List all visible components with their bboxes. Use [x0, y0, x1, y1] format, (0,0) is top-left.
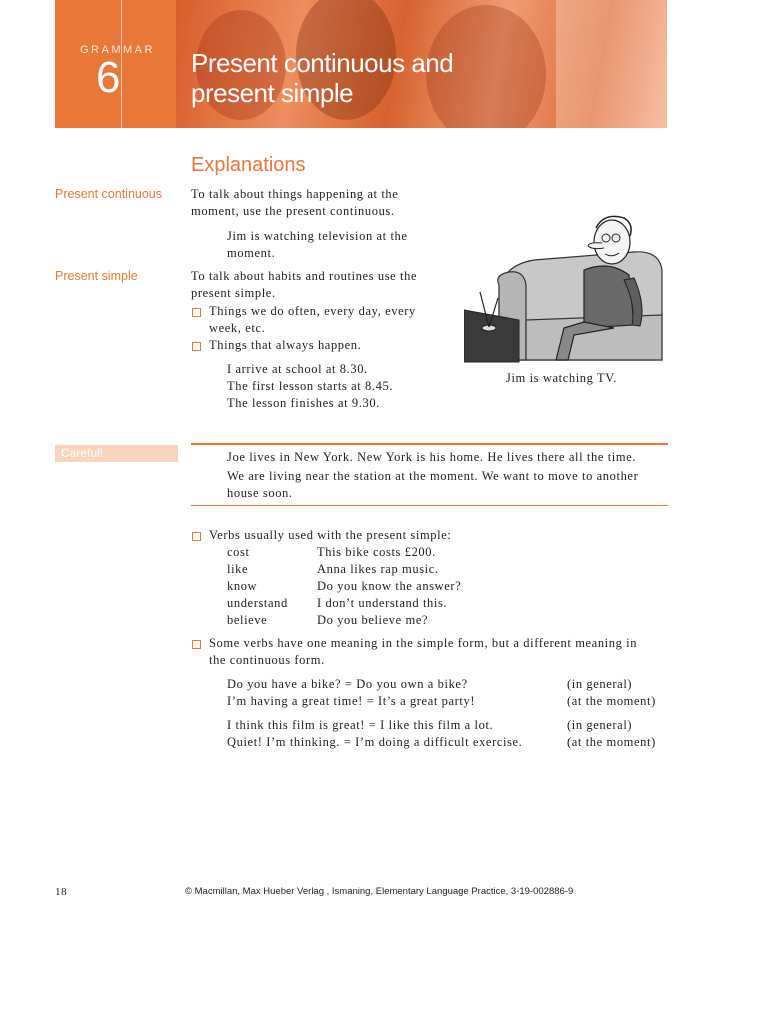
illustration-caption: Jim is watching TV.: [506, 371, 617, 385]
page-title: [191, 48, 511, 108]
verb-cell: believe: [227, 613, 268, 627]
square-bullet-icon: [192, 308, 201, 317]
example-line: Jim is watching television at the: [227, 229, 408, 243]
text-line: present simple.: [191, 286, 276, 300]
example-cell: Anna likes rap music.: [317, 562, 439, 576]
verbs-section: [191, 527, 661, 544]
verb-row: [227, 612, 527, 629]
meaning-section: [191, 635, 661, 669]
bullet-text: week, etc.: [209, 321, 266, 335]
title-line: present simple: [191, 78, 354, 108]
note-cell: (at the moment): [567, 735, 656, 749]
section-heading: Explanations: [191, 154, 306, 176]
example-line: I arrive at school at 8.30.: [227, 362, 368, 376]
square-bullet-icon: [192, 640, 201, 649]
present-continuous-text: [191, 186, 451, 220]
meaning-table: [227, 676, 667, 751]
verb-row: [227, 578, 527, 595]
verb-row: [227, 595, 527, 612]
bullet-item: [191, 527, 661, 544]
text-line: moment, use the present continuous.: [191, 204, 395, 218]
bullet-text: Things that always happen.: [209, 338, 362, 352]
bullet-item: [191, 635, 661, 669]
verb-row: [227, 561, 527, 578]
meaning-row: [227, 693, 667, 710]
careful-line: We are living near the station at the moment. We want to move to another: [227, 469, 639, 483]
verb-cell: know: [227, 579, 258, 593]
meaning-row: [227, 676, 667, 693]
square-bullet-icon: [192, 532, 201, 541]
careful-text: [227, 449, 667, 502]
bullet-text: Things we do often, every day, every: [209, 304, 416, 318]
present-continuous-label: Present continuous: [55, 187, 163, 201]
meaning-row: [227, 717, 667, 734]
unit-number: 6: [96, 53, 121, 102]
bullet-text: Some verbs have one meaning in the simple form, but a different meaning in: [209, 636, 638, 650]
careful-bottom-rule: [191, 505, 668, 506]
sentence-cell: I’m having a great time! = It’s a great party!: [227, 694, 476, 708]
verb-cell: understand: [227, 596, 288, 610]
bullet-text: the continuous form.: [209, 653, 325, 667]
example-cell: Do you believe me?: [317, 613, 429, 627]
grammar-label: GRAMMAR: [80, 44, 155, 56]
careful-label: Careful!: [61, 446, 104, 460]
header-divider: [121, 0, 122, 128]
present-simple-examples: [227, 361, 457, 412]
example-cell: Do you know the answer?: [317, 579, 462, 593]
square-bullet-icon: [192, 342, 201, 351]
present-simple-text: [191, 268, 461, 302]
jim-watching-tv-illustration: [464, 210, 664, 366]
note-cell: (at the moment): [567, 694, 656, 708]
meaning-row: [227, 734, 667, 751]
sentence-cell: I think this film is great! = I like this film a lot.: [227, 718, 494, 732]
careful-line: Joe lives in New York. New York is his home. He lives there all the time.: [227, 450, 637, 464]
sentence-cell: Quiet! I’m thinking. = I’m doing a difficult exercise.: [227, 735, 523, 749]
text-line: To talk about things happening at the: [191, 187, 399, 201]
sentence-cell: Do you have a bike? = Do you own a bike?: [227, 677, 468, 691]
example-line: moment.: [227, 246, 276, 260]
verbs-table: [227, 544, 527, 629]
man-head: [594, 220, 630, 264]
copyright-line: © Macmillan, Max Hueber Verlag , Ismaning, Elementary Language Practice, 3-19-002886-9: [185, 886, 574, 897]
page-number: 18: [55, 886, 68, 898]
example-cell: This bike costs £200.: [317, 545, 436, 559]
photo-sheet-music: [556, 0, 667, 128]
example-line: The lesson finishes at 9.30.: [227, 396, 380, 410]
bullet-text: Verbs usually used with the present simple:: [209, 528, 452, 542]
careful-line: house soon.: [227, 486, 293, 500]
careful-top-rule: [191, 443, 668, 445]
present-continuous-example: [227, 228, 447, 262]
example-cell: I don’t understand this.: [317, 596, 448, 610]
man-torso: [584, 266, 634, 328]
note-cell: (in general): [567, 718, 633, 732]
bullet-item: [191, 337, 461, 354]
verb-row: [227, 544, 527, 561]
title-line: Present continuous and: [191, 48, 454, 78]
verb-cell: like: [227, 562, 249, 576]
bullet-item: [191, 303, 461, 337]
example-line: The first lesson starts at 8.45.: [227, 379, 394, 393]
man-nose: [588, 243, 604, 249]
text-line: To talk about habits and routines use the: [191, 269, 418, 283]
present-simple-bullets: [191, 303, 461, 354]
note-cell: (in general): [567, 677, 633, 691]
present-simple-label: Present simple: [55, 269, 138, 283]
verb-cell: cost: [227, 545, 250, 559]
